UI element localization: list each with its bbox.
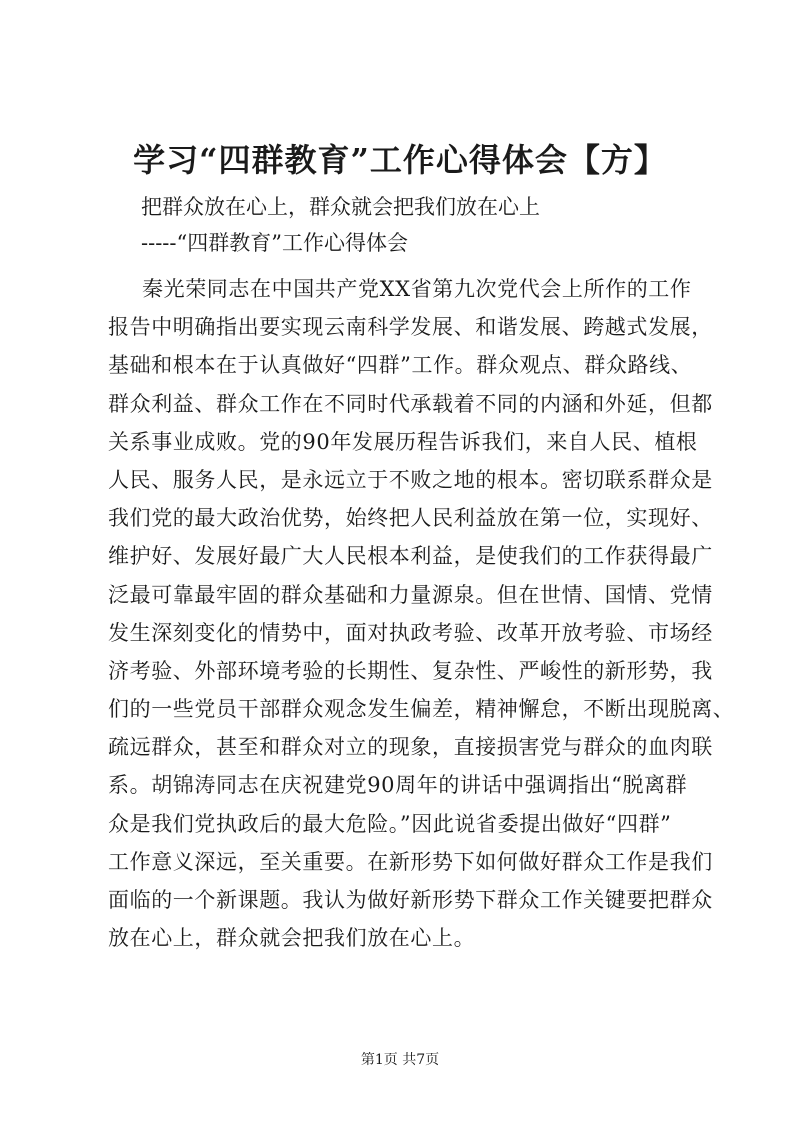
body-line: 们的一些党员干部群众观念发生偏差，精神懈怠，不断出现脱离、 [108,697,735,722]
body-line: 疏远群众，甚至和群众对立的现象，直接损害党与群众的血肉联 [108,735,713,760]
body-line: 秦光荣同志在中国共产党XX省第九次党代会上所作的工作 [142,277,692,301]
page-footer: 第1页 共7页 [360,1052,440,1068]
body-line: 发生深刻变化的情势中，面对执政考验、改革开放考验、市场经 [108,620,713,645]
body-line: 报告中明确指出要实现云南科学发展、和谐发展、跨越式发展， [108,315,713,340]
body-line: 基础和根本在于认真做好“四群”工作。群众观点、群众路线、 [108,353,693,378]
body-line: 众是我们党执政后的最大危险。”因此说省委提出做好“四群” [108,811,672,836]
body-line: 济考验、外部环境考验的长期性、复杂性、严峻性的新形势，我 [108,658,713,683]
body-line: 系。胡锦涛同志在庆祝建党90周年的讲话中强调指出“脱离群 [108,773,688,798]
body-line: 泛最可靠最牢固的群众基础和力量源泉。但在世情、国情、党情 [108,582,713,607]
body-paragraph [108,270,735,957]
body-line: 面临的一个新课题。我认为做好新形势下群众工作关键要把群众 [108,888,713,912]
body-line: 群众利益、群众工作在不同时代承载着不同的内涵和外延，但都 [108,391,713,416]
body-line: 维护好、发展好最广大人民根本利益，是使我们的工作获得最广 [108,544,713,569]
body-line: 工作意义深远，至关重要。在新形势下如何做好群众工作是我们 [108,849,713,874]
body-line: 关系事业成败。党的90年发展历程告诉我们，来自人民、植根 [108,429,698,454]
document-subtitle-source: -----“四群教育”工作心得体会 [141,231,408,255]
document-title: 学习“四群教育”工作心得体会【方】 [133,141,667,179]
body-line: 人民、服务人民，是永远立于不败之地的根本。密切联系群众是 [108,467,713,492]
document-subtitle: 把群众放在心上，群众就会把我们放在心上 [141,195,540,219]
body-line: 我们党的最大政治优势，始终把人民利益放在第一位，实现好、 [108,506,713,531]
body-line: 放在心上，群众就会把我们放在心上。 [108,926,476,951]
